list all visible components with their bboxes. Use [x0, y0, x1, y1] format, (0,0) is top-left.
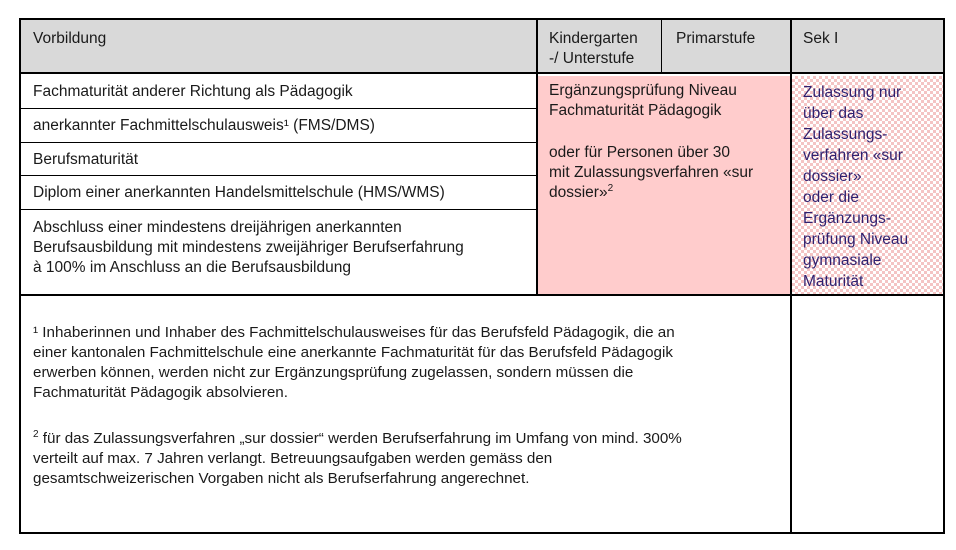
header-primarstufe: Primarstufe [676, 30, 756, 47]
row-berufsausbildung: Abschluss einer mindestens dreijährigen anerkannten Berufsausbildung mit mindestens zweijähriger Berufserfahrung à 100% im Anschluss an die Berufsausbildung [33, 219, 464, 276]
row-divider [21, 209, 538, 210]
row-berufsmaturitaet: Berufsmaturität [33, 151, 139, 168]
column-divider [790, 20, 792, 534]
row-divider [21, 175, 538, 176]
kp-requirement-text [549, 81, 789, 203]
footnote-divider [21, 294, 943, 296]
header-divider [21, 72, 943, 74]
row-divider [21, 108, 538, 109]
row-hms: Diplom einer anerkannten Handelsmittelschule (HMS/WMS) [33, 184, 445, 201]
footnote-2-text: für das Zulassungsverfahren „sur dossier“ werden Berufserfahrung im Umfang von mind. 300% verteilt auf max. 7 Jahren verlangt. Betreuungsaufgaben werden gemäss den gesamtschweizerischen Vorgaben nicht als Berufserfahrung angerechnet. [33, 430, 682, 487]
footnote-1: ¹ Inhaberinnen und Inhaber des Fachmittelschulausweises für das Berufsfeld Pädagogik, die an einer kantonalen Fachmittelschule eine anerkannte Fachmaturität für das Berufsfeld Pädagogik erwerben können, werden nicht zur Ergänzungsprüfung zugelassen, sondern müssen die Fachmaturität Pädagogik absolvieren. [33, 324, 675, 401]
sek-requirement-text: Zulassung nur über das Zulassungs- verfahren «sur dossier» oder die Ergänzungs- prüfung Niveau gymnasiale Maturität [803, 84, 909, 290]
header-sek: Sek I [803, 30, 839, 47]
kp-requirement-part1: Ergänzungsprüfung Niveau Fachmaturität Pädagogik [549, 82, 737, 119]
row-fachmaturitaet: Fachmaturität anderer Richtung als Pädagogik [33, 83, 353, 100]
column-divider [661, 20, 662, 72]
admission-table [19, 18, 945, 534]
row-fms: anerkannter Fachmittelschulausweis¹ (FMS/DMS) [33, 117, 375, 134]
footnote-2-marker: 2 [33, 429, 39, 440]
column-divider [536, 20, 538, 296]
kp-footnote-ref: 2 [607, 183, 614, 194]
header-vorbildung: Vorbildung [33, 30, 107, 47]
kp-requirement-part2: oder für Personen über 30 mit Zulassungsverfahren «sur dossier» [549, 144, 754, 201]
header-kindergarten: Kindergarten -/ Unterstufe [549, 30, 638, 67]
row-divider [21, 142, 538, 143]
footnote-2 [33, 429, 793, 489]
